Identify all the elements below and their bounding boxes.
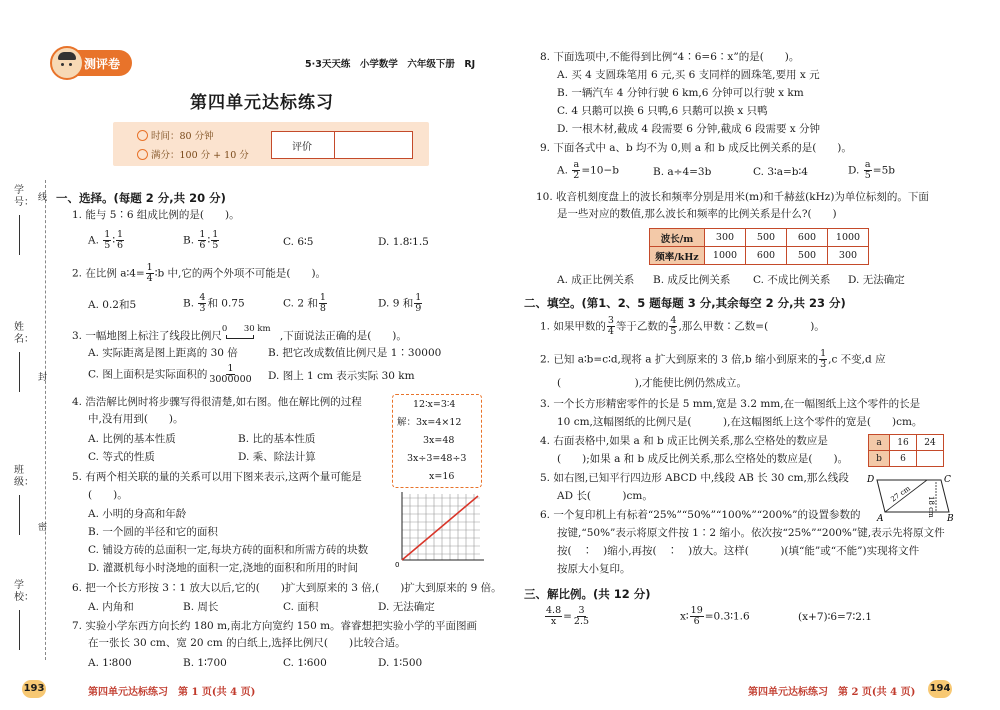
q2-option-b[interactable]: B. $\frac{4}{3}$ 和 0.75 — [183, 292, 245, 314]
q4-stem-line2: 中,没有用到( )。 — [88, 413, 184, 425]
q3-stem: 3. 一幅地图上标注了线段比例尺 0 30 km ,下面说法正确的是( )。 — [72, 324, 407, 342]
q8-option-c[interactable]: C. 4 只鹅可以换 6 只鸭,6 只鹅可以换 x 只鸭 — [557, 105, 768, 117]
q10-table — [649, 228, 869, 265]
q9-option-d[interactable]: D. $\frac{a}{5}$ =5b — [848, 159, 895, 181]
clock-icon — [137, 130, 148, 141]
q5-graph-line — [402, 496, 478, 560]
s2-q6-line4: 按原大小复印。 — [557, 563, 631, 575]
label-mi: 密 — [38, 523, 48, 533]
s2-q6-line2: 按键,“50%”表示将原文件按 1∶2 缩小。依次按“25%”“200%”键,表示先将原文件 — [557, 527, 945, 539]
q7-option-d[interactable]: D. 1∶500 — [378, 657, 423, 669]
check-icon — [137, 149, 148, 160]
q9-option-a[interactable]: A. $\frac{a}{2}$ =10−b — [557, 159, 619, 181]
s2-q2-line1: 2. 已知 a∶b=c∶d,现将 a 扩大到原来的 3 倍,b 缩小到原来的 $\frac{1}{3}$ ,c 不变,d 应 — [540, 348, 886, 370]
q4-option-d[interactable]: D. 乘、除法计算 — [238, 451, 316, 463]
table-row: 波长/m 300 500 600 1000 — [650, 229, 869, 247]
q6-option-a[interactable]: A. 内角和 — [88, 601, 134, 613]
q5-graph — [394, 490, 486, 568]
q1-option-c[interactable]: C. 6∶5 — [283, 236, 314, 248]
table-row: b 6 — [869, 451, 944, 467]
page-number-right: 194 — [928, 680, 952, 698]
label-xingming: 姓名： — [14, 322, 34, 345]
book-info: 5·3天天练 小学数学 六年级下册 RJ — [305, 59, 476, 70]
vertex-c: C — [944, 475, 951, 485]
s2-q5-line2: AD 长( )cm。 — [557, 490, 653, 502]
q4-solution-line: 解：3x=4×12 — [397, 417, 462, 428]
q2-option-d[interactable]: D. 9 和 $\frac{1}{9}$ — [378, 292, 422, 314]
q5-stem-line1: 5. 有两个相关联的量的关系可以用下图来表示,这两个量可能是 — [72, 471, 362, 483]
eq1: $\frac{4.8}{x}$ = $\frac{3}{2.5}$ — [546, 605, 590, 627]
q6-stem: 6. 把一个长方形按 3∶1 放大以后,它的( )扩大到原来的 3 倍,( )扩大到原来的 9 倍。 — [72, 582, 502, 594]
q10-option-c[interactable]: C. 不成比例关系 — [753, 274, 831, 286]
q7-option-b[interactable]: B. 1∶700 — [183, 657, 227, 669]
q4-solution-line: 3x=48 — [423, 435, 455, 446]
q9-option-b[interactable]: B. a÷4=3b — [653, 166, 712, 178]
q3-option-b[interactable]: B. 把它改成数值比例尺是 1∶30000 — [268, 347, 442, 359]
badge-label: 测评卷 — [84, 57, 121, 71]
section3-heading: 三、解比例。(共 12 分) — [524, 587, 651, 601]
q6-option-d[interactable]: D. 无法确定 — [378, 601, 435, 613]
q4-solution-line: x=16 — [429, 471, 455, 482]
vertex-a: A — [877, 514, 884, 522]
q3-option-c[interactable]: C. 图上面积是实际面积的 $\frac{1}{3000000}$ — [88, 363, 252, 385]
q8-stem: 8. 下面选项中,不能得到比例“4∶6=6∶x”的是( )。 — [540, 51, 800, 63]
q5-option-c[interactable]: C. 铺设方砖的总面积一定,每块方砖的面积和所需方砖的块数 — [88, 544, 369, 556]
q9-option-c[interactable]: C. 3∶a=b∶4 — [753, 166, 808, 178]
q7-option-c[interactable]: C. 1∶600 — [283, 657, 327, 669]
mascot-icon — [50, 46, 84, 80]
dim-18: 18 cm — [927, 496, 935, 518]
s2-q4-table — [868, 434, 944, 467]
badge — [52, 50, 132, 76]
dim-27: 27 cm — [889, 484, 912, 504]
q5-option-d[interactable]: D. 灌溉机每小时浇地的面积一定,浇地的面积和所用的时间 — [88, 562, 359, 574]
s2-q1: 1. 如果甲数的 $\frac{3}{4}$ 等于乙数的 $\frac{4}{5}$ ,那么甲数∶乙数=( )。 — [540, 315, 825, 337]
q10-option-b[interactable]: B. 成反比例关系 — [653, 274, 731, 286]
vertex-b: B — [947, 514, 954, 522]
s2-q5-line1: 5. 如右图,已知平行四边形 ABCD 中,线段 AB 长 30 cm,那么线段 — [540, 472, 849, 484]
q4-solution-box — [392, 394, 482, 488]
q3-option-d[interactable]: D. 图上 1 cm 表示实际 30 km — [268, 370, 415, 382]
q7-stem-line1: 7. 实验小学东西方向长约 180 m,南北方向宽约 150 m。睿睿想把实验小学的平面图画 — [72, 620, 478, 632]
q4-option-b[interactable]: B. 比的基本性质 — [238, 433, 316, 445]
q4-solution-line: 12∶x=3∶4 — [413, 399, 456, 410]
s2-q6-line3: 按( ∶ )缩小,再按( ∶ )放大。这样( )(填“能”或“不能”)实现将文件 — [557, 545, 920, 557]
eval-label: 评价 — [292, 142, 312, 153]
q5-graph-zero: 0 — [395, 561, 400, 568]
q10-stem-line2: 是一些对应的数值,那么波长和频率的比例关系是什么?( ) — [557, 208, 837, 220]
q4-stem-line1: 4. 浩浩解比例时将步骤写得很清楚,如右图。他在解比例的过程 — [72, 396, 362, 408]
q10-option-a[interactable]: A. 成正比例关系 — [557, 274, 635, 286]
eq2: x∶ $\frac{19}{6}$ =0.3∶1.6 — [680, 605, 750, 627]
q7-option-a[interactable]: A. 1∶800 — [88, 657, 132, 669]
q8-option-d[interactable]: D. 一根木材,截成 4 段需要 6 分钟,截成 6 段需要 x 分钟 — [557, 123, 821, 135]
q3-option-a[interactable]: A. 实际距离是图上距离的 30 倍 — [88, 347, 238, 359]
q8-option-a[interactable]: A. 买 4 支圆珠笔用 6 元,买 6 支同样的圆珠笔,要用 x 元 — [557, 69, 820, 81]
eq3: (x+7)∶6=7∶2.1 — [798, 611, 872, 623]
table-row: 频率/kHz 1000 600 500 300 — [650, 247, 869, 265]
s2-q6-line1: 6. 一个复印机上有标着“25%”“50%”“100%”“200%”的设置参数的 — [540, 509, 861, 521]
q8-option-b[interactable]: B. 一辆汽车 4 分钟行驶 6 km,6 分钟可以行驶 x km — [557, 87, 804, 99]
label-xian: 线 — [38, 193, 48, 203]
q2-option-a[interactable]: A. 0.2和5 — [88, 299, 137, 311]
page-title: 第四单元达标练习 — [190, 93, 334, 113]
s2-q2-line2: ( ),才能使比例仍然成立。 — [557, 377, 748, 389]
eval-box — [271, 131, 413, 159]
q1-option-d[interactable]: D. 1.8∶1.5 — [378, 236, 429, 248]
q6-option-b[interactable]: B. 周长 — [183, 601, 219, 613]
label-feng: 封 — [38, 373, 48, 383]
s2-q4-line2: ( );如果 a 和 b 成反比例关系,那么空格处的数应是( )。 — [557, 453, 849, 465]
label-xuexiao: 学校： — [14, 580, 34, 603]
label-banji: 班级： — [14, 465, 34, 488]
q1-option-b[interactable]: B. $\frac{1}{6}$ ∶ $\frac{1}{5}$ — [183, 229, 219, 251]
q4-solution-line: 3x÷3=48÷3 — [407, 453, 467, 464]
time-text: 时间：80 分钟 — [151, 131, 214, 142]
q10-stem-line1: 10. 收音机刻度盘上的波长和频率分别是用米(m)和千赫兹(kHz)为单位标刻的。下面 — [536, 191, 929, 203]
label-xuehao: 学号： — [14, 185, 34, 208]
score-text: 满分：100 分 + 10 分 — [151, 150, 249, 161]
s2-q5-parallelogram — [865, 472, 955, 522]
s2-q3-line2: 10 cm,这幅图纸的比例尺是( ),在这幅图纸上这个零件的宽是( )cm。 — [557, 416, 923, 428]
footer-left-text: 第四单元达标练习 第 1 页(共 4 页) — [88, 687, 256, 698]
footer-right-text: 第四单元达标练习 第 2 页(共 4 页) — [748, 687, 916, 698]
table-row: a 16 24 — [869, 435, 944, 451]
q1-stem: 1. 能与 5∶6 组成比例的是( )。 — [72, 209, 240, 221]
q5-option-b[interactable]: B. 一个圆的半径和它的面积 — [88, 526, 218, 538]
section1-heading: 一、选择。(每题 2 分,共 20 分) — [56, 191, 226, 205]
s2-q4-line1: 4. 右面表格中,如果 a 和 b 成正比例关系,那么空格处的数应是 — [540, 435, 828, 447]
q2-stem: 2. 在比例 a∶4= $\frac{1}{4}$ ∶b 中,它的两个外项不可能是( )。 — [72, 262, 327, 284]
q5-stem-line2: ( )。 — [88, 489, 128, 501]
s2-q3-line1: 3. 一个长方形精密零件的长是 5 mm,宽是 3.2 mm,在一幅图纸上这个零件的长是 — [540, 398, 921, 410]
q2-option-c[interactable]: C. 2 和 $\frac{1}{8}$ — [283, 292, 326, 314]
q6-option-c[interactable]: C. 面积 — [283, 601, 319, 613]
q9-stem: 9. 下面各式中 a、b 均不为 0,则 a 和 b 成反比例关系的是( )。 — [540, 142, 852, 154]
vertex-d: D — [867, 475, 875, 485]
section2-heading: 二、填空。(第1、2、5 题每题 3 分,其余每空 2 分,共 23 分) — [524, 296, 846, 310]
page-number-left: 193 — [22, 680, 46, 698]
q7-stem-line2: 在一张长 30 cm、宽 20 cm 的白纸上,选择比例尺( )比较合适。 — [88, 637, 406, 649]
q1-option-a[interactable]: A. $\frac{1}{5}$ ∶ $\frac{1}{6}$ — [88, 229, 124, 251]
q4-option-c[interactable]: C. 等式的性质 — [88, 451, 155, 463]
binding-line — [45, 180, 46, 660]
q10-option-d[interactable]: D. 无法确定 — [848, 274, 905, 286]
q4-option-a[interactable]: A. 比例的基本性质 — [88, 433, 176, 445]
info-panel — [113, 122, 429, 166]
q5-option-a[interactable]: A. 小明的身高和年龄 — [88, 508, 187, 520]
